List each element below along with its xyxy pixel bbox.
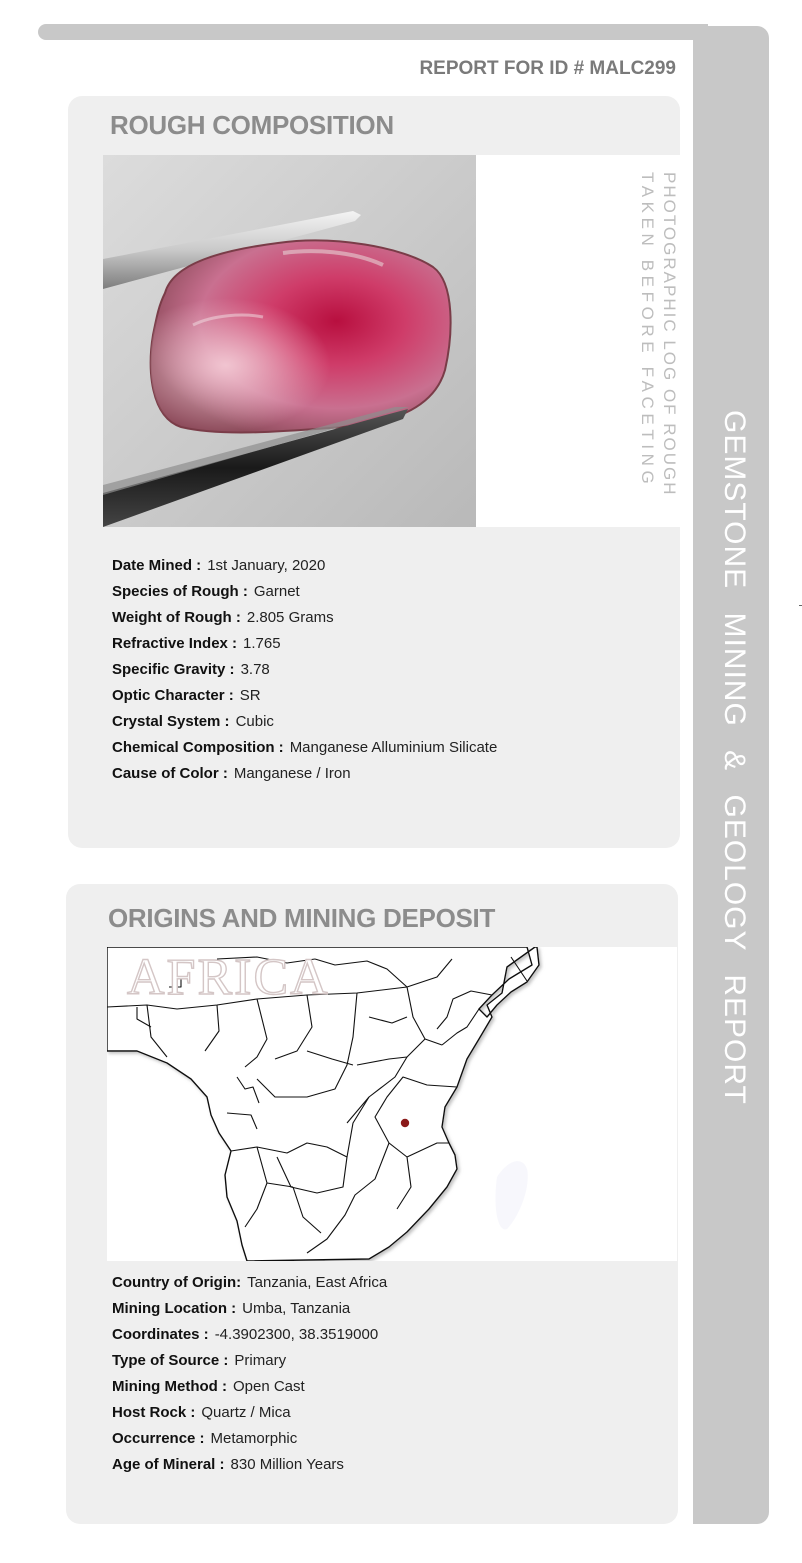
field-label: Optic Character : xyxy=(112,687,234,704)
photo-caption xyxy=(630,172,680,512)
report-id: REPORT FOR ID # MALC299 xyxy=(419,58,676,79)
map-heading: AFRICA xyxy=(127,949,330,1006)
field-label: Weight of Rough : xyxy=(112,609,241,626)
field-label: Refractive Index : xyxy=(112,635,238,652)
field-row xyxy=(112,660,497,686)
field-value: Umba, Tanzania xyxy=(242,1300,351,1317)
field-value: Garnet xyxy=(253,583,300,600)
field-value: Manganese / Iron xyxy=(233,765,351,782)
field-label: Type of Source : xyxy=(112,1352,229,1369)
field-row xyxy=(112,582,497,608)
field-row xyxy=(112,1429,387,1455)
field-row xyxy=(112,1273,387,1299)
field-row xyxy=(112,634,497,660)
field-value: Manganese Alluminium Silicate xyxy=(289,739,498,756)
field-label: Mining Location : xyxy=(112,1300,237,1317)
field-label: Host Rock : xyxy=(112,1404,196,1421)
field-label: Occurrence : xyxy=(112,1430,205,1447)
photo-caption-line2: TAKEN BEFORE FACETING xyxy=(638,172,657,489)
field-value: Quartz / Mica xyxy=(201,1404,291,1421)
field-value: SR xyxy=(239,687,261,704)
field-row xyxy=(112,1325,387,1351)
field-label: Age of Mineral : xyxy=(112,1456,225,1473)
field-label: Cause of Color : xyxy=(112,765,228,782)
field-row xyxy=(112,712,497,738)
field-value: 1.765 xyxy=(243,635,281,652)
origins-title: ORIGINS AND MINING DEPOSIT xyxy=(108,903,496,933)
field-value: Metamorphic xyxy=(210,1430,298,1447)
field-value: 3.78 xyxy=(240,661,270,678)
field-label: Specific Gravity : xyxy=(112,661,235,678)
field-value: 2.805 Grams xyxy=(246,609,334,626)
field-row xyxy=(112,1299,387,1325)
rough-composition-title: ROUGH COMPOSITION xyxy=(110,110,394,140)
field-value: Cubic xyxy=(235,713,274,730)
field-label: Coordinates : xyxy=(112,1326,209,1343)
field-label: Date Mined : xyxy=(112,557,202,574)
field-row xyxy=(112,764,497,790)
field-row xyxy=(112,686,497,712)
field-value: Tanzania, East Africa xyxy=(247,1274,388,1291)
field-row xyxy=(112,738,497,764)
top-frame-bar xyxy=(38,24,708,40)
field-row xyxy=(112,556,497,582)
origin-fields xyxy=(112,1273,387,1481)
gem-rough-photo xyxy=(103,155,476,527)
field-label: Chemical Composition : xyxy=(112,739,284,756)
field-row xyxy=(112,1455,387,1481)
field-label: Crystal System : xyxy=(112,713,230,730)
photo-caption-line1: PHOTOGRAPHIC LOG OF ROUGH xyxy=(660,172,679,497)
field-row xyxy=(112,1403,387,1429)
field-label: Country of Origin: xyxy=(112,1274,242,1291)
side-report-title: GEMSTONE MINING & GEOLOGY REPORT xyxy=(718,410,751,1105)
field-row xyxy=(112,1351,387,1377)
field-value: 830 Million Years xyxy=(230,1456,344,1473)
field-row xyxy=(112,1377,387,1403)
field-label: Species of Rough : xyxy=(112,583,248,600)
rough-fields xyxy=(112,556,497,790)
field-value: Primary xyxy=(234,1352,287,1369)
field-value: -4.3902300, 38.3519000 xyxy=(214,1326,379,1343)
location-dot-icon xyxy=(401,1119,409,1127)
field-label: Mining Method : xyxy=(112,1378,227,1395)
field-value: 1st January, 2020 xyxy=(207,557,326,574)
field-value: Open Cast xyxy=(232,1378,305,1395)
field-row xyxy=(112,608,497,634)
